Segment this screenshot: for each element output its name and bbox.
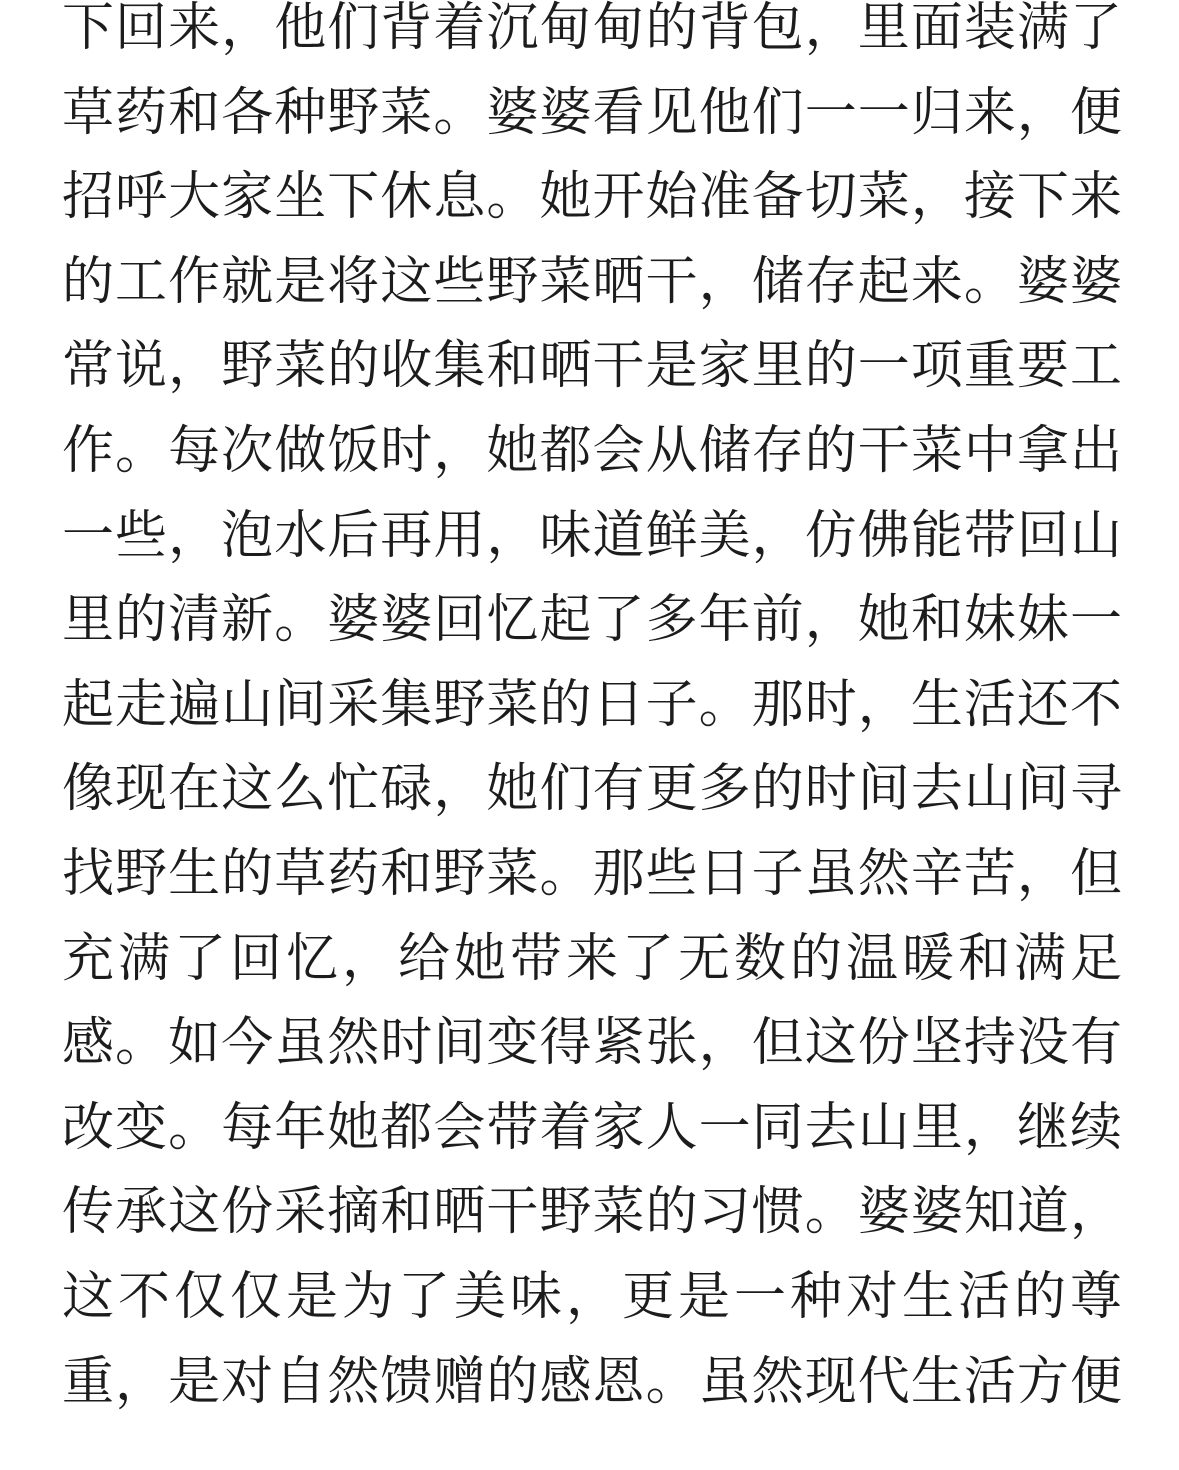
text-line: 里的清新。婆婆回忆起了多年前，她和妹妹一 (62, 590, 1122, 651)
text-line: 改变。每年她都会带着家人一同去山里，继续 (62, 1097, 1122, 1158)
text-line: 下回来，他们背着沉甸甸的背包，里面装满了 (62, 0, 1122, 58)
text-line: 草药和各种野菜。婆婆看见他们一一归来，便 (62, 82, 1122, 143)
text-line: 作。每次做饭时，她都会从储存的干菜中拿出 (62, 420, 1122, 481)
text-line: 像现在这么忙碌，她们有更多的时间去山间寻 (62, 759, 1122, 820)
text-line: 传承这份采摘和晒干野菜的习惯。婆婆知道， (62, 1182, 1122, 1243)
text-line: 常说，野菜的收集和晒干是家里的一项重要工 (62, 336, 1122, 397)
text-line: 起走遍山间采集野菜的日子。那时，生活还不 (62, 674, 1122, 735)
text-line: 找野生的草药和野菜。那些日子虽然辛苦，但 (62, 843, 1122, 904)
text-line: 这不仅仅是为了美味，更是一种对生活的尊 (62, 1266, 1122, 1327)
text-line: 重，是对自然馈赠的感恩。虽然现代生活方便 (62, 1351, 1122, 1412)
text-line: 招呼大家坐下休息。她开始准备切菜，接下来 (62, 167, 1122, 228)
text-line: 的工作就是将这些野菜晒干，储存起来。婆婆 (62, 251, 1122, 312)
text-line: 充满了回忆，给她带来了无数的温暖和满足 (62, 928, 1122, 989)
text-line: 感。如今虽然时间变得紧张，但这份坚持没有 (62, 1013, 1122, 1074)
text-line: 一些，泡水后再用，味道鲜美，仿佛能带回山 (62, 505, 1122, 566)
article-body (62, 0, 1122, 1424)
